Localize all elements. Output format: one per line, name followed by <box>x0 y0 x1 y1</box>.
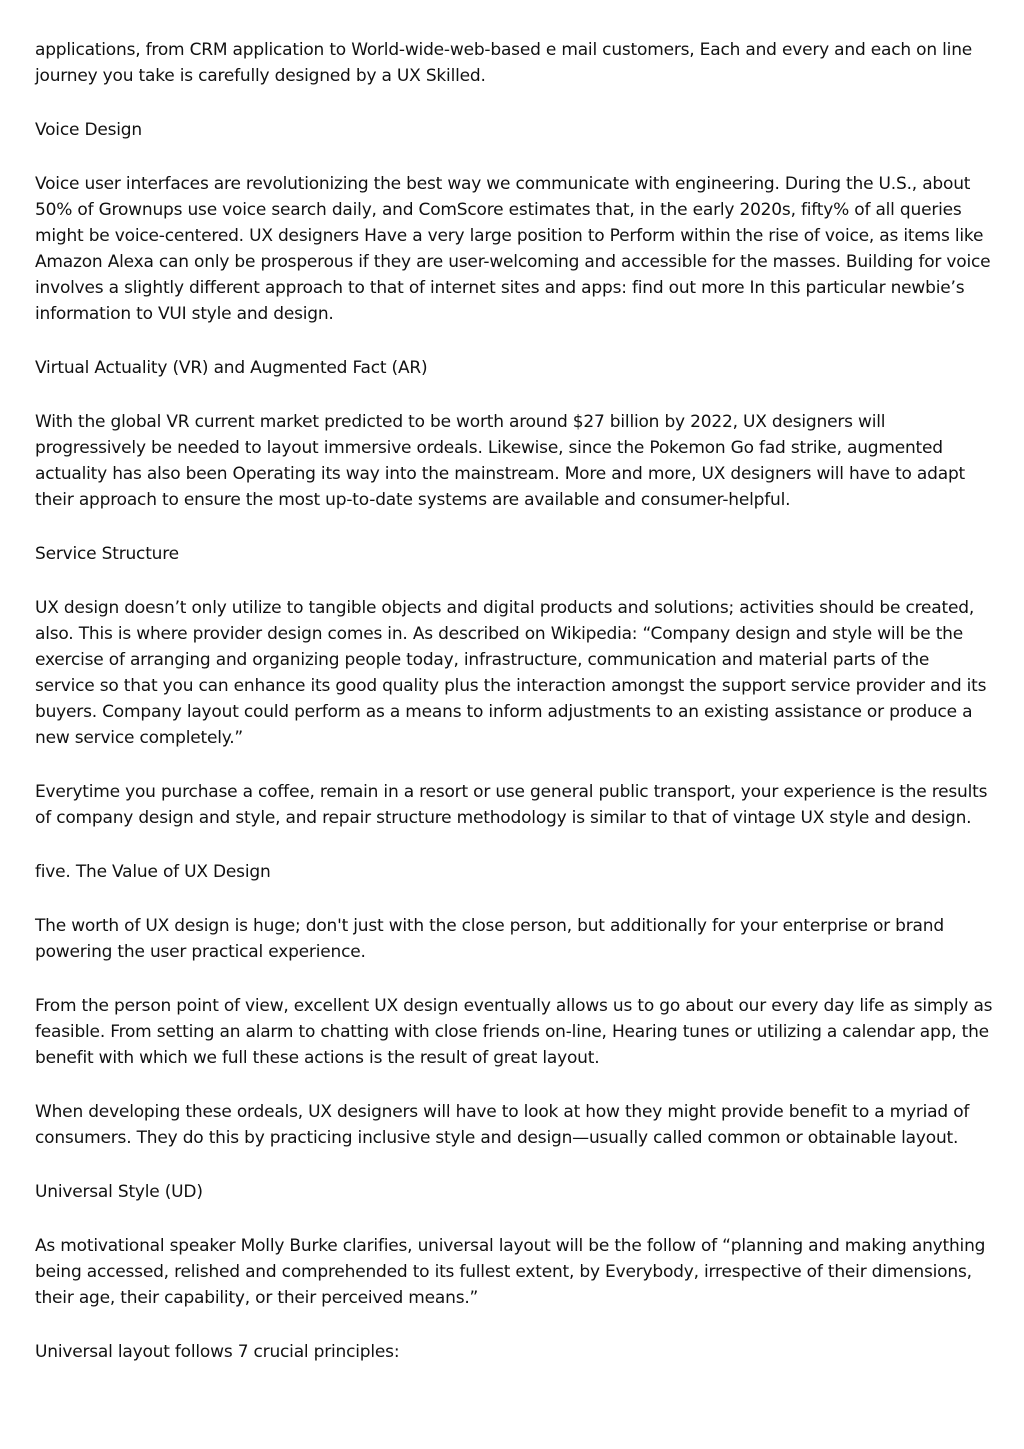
heading-universal-style: Universal Style (UD) <box>35 1182 203 1202</box>
paragraph-service-structure: UX design doesn’t only utilize to tangible objects and digital products and solutions; activities should be created, also. This is where provider design comes in. As described on Wikipedia: “Company design and style will be the exercise of arranging and organizing people today, infrastructure, communication and material parts of the service so that you can enhance its good quality plus the interaction amongst the support service provider and its buyers. Company layout could perform as a means to inform adjustments to an existing assistance or produce a new service completely.” <box>35 598 987 748</box>
paragraph-principles-intro: Universal layout follows 7 crucial principles: <box>35 1342 400 1362</box>
paragraph-inclusive-design: When developing these ordeals, UX designers will have to look at how they might provide benefit to a myriad of consumers. They do this by practicing inclusive style and design—usually called common or obtainable layout. <box>35 1102 970 1148</box>
heading-service-structure: Service Structure <box>35 544 179 564</box>
heading-vr-ar: Virtual Actuality (VR) and Augmented Fact (AR) <box>35 358 428 378</box>
paragraph-voice-design: Voice user interfaces are revolutionizing the best way we communicate with engineering. During the U.S., about 50% of Grownups use voice search daily, and ComScore estimates that, in the early 2020s, fifty% of all queries might be voice-centered. UX designers Have a very large position to Perform within the rise of voice, as items like Amazon Alexa can only be prosperous if they are user-welcoming and accessible for the masses. Building for voice involves a slightly different approach to that of internet sites and apps: find out more In this particular newbie’s information to VUI style and design. <box>35 174 991 324</box>
paragraph-intro-continued: applications, from CRM application to World-wide-web-based e mail customers, Each and every and each on line journey you take is carefully designed by a UX Skilled. <box>35 40 973 86</box>
heading-value-of-ux: five. The Value of UX Design <box>35 862 271 882</box>
paragraph-universal-style: As motivational speaker Molly Burke clarifies, universal layout will be the follow of “planning and making anything being accessed, relished and comprehended to its fullest extent, by Everybody, irrespective of their dimensions, their age, their capability, or their perceived means.” <box>35 1236 986 1308</box>
document-body <box>35 37 993 1393</box>
heading-voice-design: Voice Design <box>35 120 142 140</box>
paragraph-vr-ar: With the global VR current market predicted to be worth around $27 billion by 2022, UX designers will progressively be needed to layout immersive ordeals. Likewise, since the Pokemon Go fad strike, augmented actuality has also been Operating its way into the mainstream. More and more, UX designers will have to adapt their approach to ensure the most up-to-date systems are available and consumer-helpful. <box>35 412 966 510</box>
paragraph-service-example: Everytime you purchase a coffee, remain in a resort or use general public transport, your experience is the results of company design and style, and repair structure methodology is similar to that of vintage UX style and design. <box>35 782 988 828</box>
paragraph-user-point-of-view: From the person point of view, excellent UX design eventually allows us to go about our every day life as simply as feasible. From setting an alarm to chatting with close friends on-line, Hearing tunes or utilizing a calendar app, the benefit with which we full these actions is the result of great layout. <box>35 996 993 1068</box>
paragraph-value-of-ux: The worth of UX design is huge; don't just with the close person, but additionally for your enterprise or brand powering the user practical experience. <box>35 916 944 962</box>
